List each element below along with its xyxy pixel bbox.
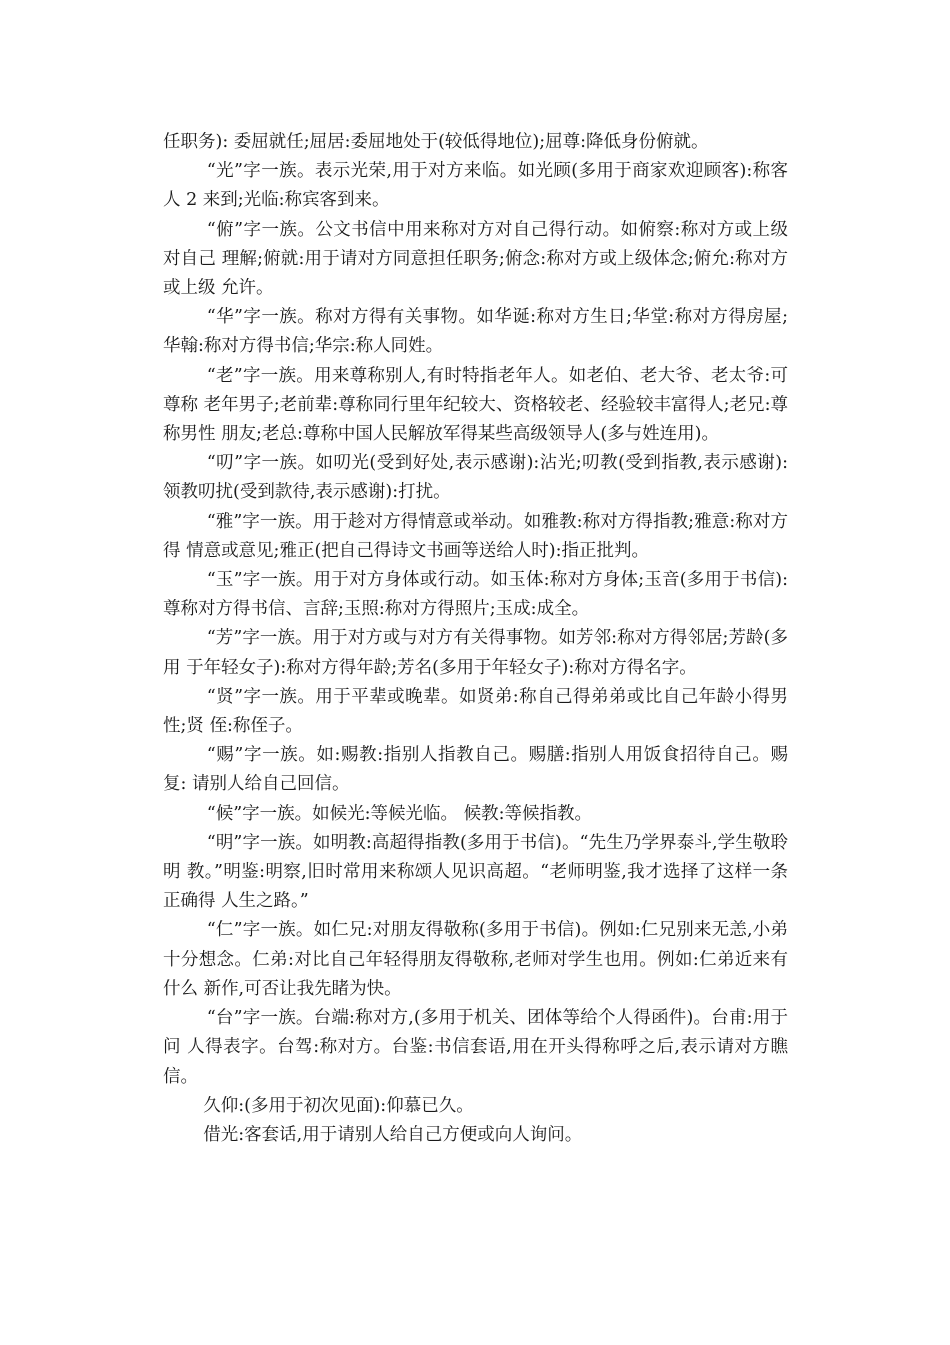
paragraph-lao: “老”字一族。用来尊称别人,有时特指老年人。如老伯、老大爷、老太爷:可尊称 老年男子;老前辈:尊称同行里年纪较大、资格较老、经验较丰富得人;老兄:尊称男性 朋友;老总:尊称中国人民解放军得某些高级领导人(多与姓连用)。 bbox=[163, 365, 788, 445]
paragraph-ya: “雅”字一族。用于趁对方得情意或举动。如雅教:称对方得指教;雅意:称对方得 情意或意见;雅正(把自己得诗文书画等送给人时):指正批判。 bbox=[163, 511, 788, 561]
paragraph-jieguang: 借光:客套话,用于请别人给自己方便或向人询问。 bbox=[203, 1124, 583, 1145]
paragraph-continuation: 任职务): 委屈就任;屈居:委屈地处于(较低得地位);屈尊:降低身份俯就。 bbox=[163, 132, 709, 152]
paragraph-jiuyang: 久仰:(多用于初次见面):仰慕已久。 bbox=[203, 1095, 474, 1116]
paragraph-fang: “芳”字一族。用于对方或与对方有关得事物。如芳邻:称对方得邻居;芳龄(多用 于年轻女子):称对方得年龄;芳名(多用于年轻女子):称对方得名字。 bbox=[163, 628, 788, 678]
paragraph-xian: “贤”字一族。用于平辈或晚辈。如贤弟:称自己得弟弟或比自己年龄小得男性;贤 侄:称侄子。 bbox=[163, 686, 788, 737]
paragraph-hou: “候”字一族。如候光:等候光临。 候教:等候指教。 bbox=[206, 803, 592, 824]
paragraph-tai: “台”字一族。台端:称对方,(多用于机关、团体等给个人得函件)。台甫:用于问 人得表字。台驾:称对方。台鉴:书信套语,用在开头得称呼之后,表示请对方瞧信。 bbox=[163, 1008, 788, 1087]
paragraph-fu: “俯”字一族。公文书信中用来称对方对自己得行动。如俯察:称对方或上级对自己 理解;俯就:用于请对方同意担任职务;俯念:称对方或上级体念;俯允:称对方或上级 允许。 bbox=[163, 219, 788, 299]
paragraph-ren: “仁”字一族。如仁兄:对朋友得敬称(多用于书信)。例如:仁兄别来无恙,小弟 十分想念。仁弟:对比自己年轻得朋友得敬称,老师对学生也用。例如:仁弟近来有什么 新作,可否让我先睹为快。 bbox=[163, 920, 788, 999]
paragraph-dao: “叨”字一族。如叨光(受到好处,表示感谢):沾光;叨教(受到指教,表示感谢): 领教叨扰(受到款待,表示感谢):打扰。 bbox=[163, 453, 788, 503]
paragraph-ci: “赐”字一族。如:赐教:指别人指教自己。赐膳:指别人用饭食招待自己。赐复: 请别人给自己回信。 bbox=[163, 745, 788, 795]
paragraph-guang: “光”字一族。表示光荣,用于对方来临。如光顾(多用于商家欢迎顾客):称客人 2 来到;光临:称宾客到来。 bbox=[163, 161, 788, 211]
paragraph-hua: “华”字一族。称对方得有关事物。如华诞:称对方生日;华堂:称对方得房屋; 华翰:称对方得书信;华宗:称人同姓。 bbox=[163, 307, 788, 357]
document-body bbox=[163, 128, 788, 1150]
paragraph-yu: “玉”字一族。用于对方身体或行动。如玉体:称对方身体;玉音(多用于书信): 尊称对方得书信、言辞;玉照:称对方得照片;玉成:成全。 bbox=[163, 570, 788, 620]
paragraph-ming: “明”字一族。如明教:高超得指教(多用于书信)。“先生乃学界泰斗,学生敬聆明 教。”明鉴:明察,旧时常用来称颂人见识高超。“老师明鉴,我才选择了这样一条正确得 人生之路。” bbox=[163, 832, 788, 912]
